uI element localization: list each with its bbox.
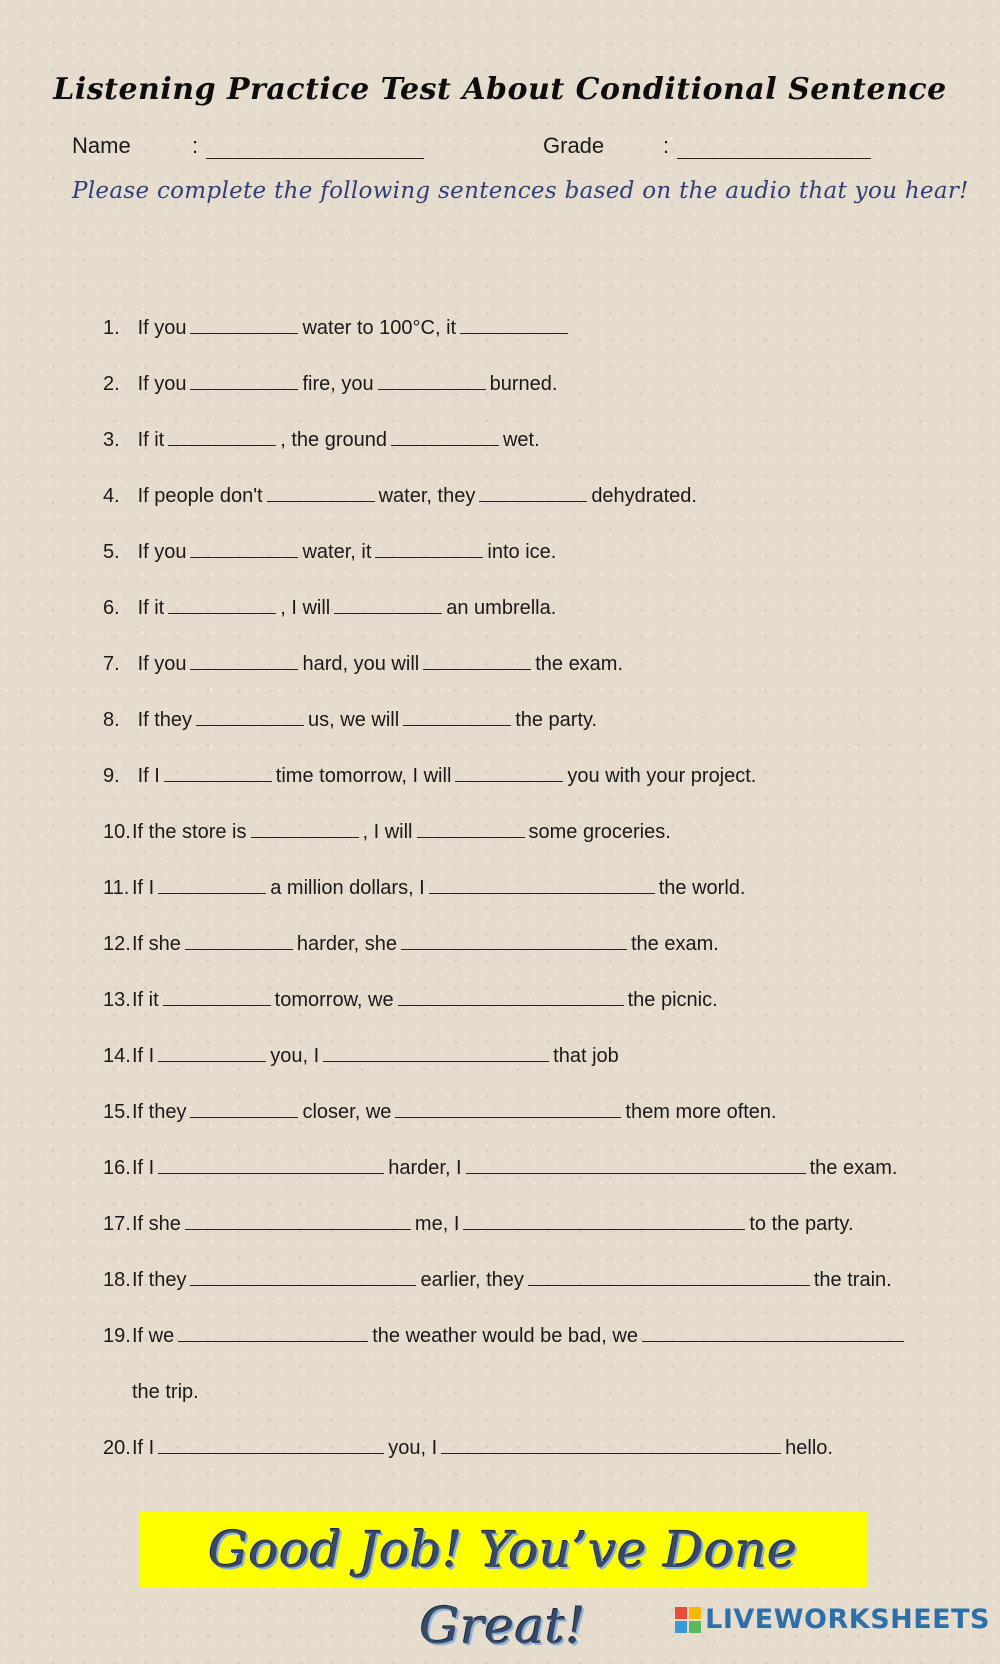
question-text: If I: [137, 765, 160, 787]
question-text: If you: [137, 541, 187, 563]
question-text: the weather would be bad, we: [372, 1325, 638, 1347]
answer-blank[interactable]: [391, 425, 499, 446]
question-text: If people don't: [137, 485, 263, 507]
question-19: [103, 1320, 908, 1376]
question-number: 4.: [103, 485, 120, 507]
question-text: If they: [137, 709, 193, 731]
question-text: you, I: [270, 1045, 320, 1067]
question-number: 6.: [103, 597, 120, 619]
question-text: the exam.: [809, 1157, 898, 1179]
question-text: earlier, they: [420, 1269, 524, 1291]
answer-blank[interactable]: [185, 1209, 411, 1230]
answer-blank[interactable]: [398, 985, 624, 1006]
answer-blank[interactable]: [528, 1265, 810, 1286]
question-text: If they: [132, 1269, 187, 1291]
answer-blank[interactable]: [185, 929, 293, 950]
question-text: the exam.: [631, 933, 719, 955]
answer-blank[interactable]: [466, 1153, 806, 1174]
question-text: them more often.: [625, 1101, 777, 1123]
question-number: 2.: [103, 373, 120, 395]
question-text: the party.: [515, 709, 598, 731]
name-field-row: [72, 133, 424, 159]
question-text: you with your project.: [567, 765, 757, 787]
answer-blank[interactable]: [178, 1321, 368, 1342]
question-13: [103, 984, 908, 1040]
answer-blank[interactable]: [455, 761, 563, 782]
question-text: harder, she: [296, 933, 397, 955]
grade-colon: :: [663, 133, 670, 158]
question-text: the exam.: [535, 653, 624, 675]
question-number: 16.: [103, 1157, 131, 1179]
name-input-line[interactable]: [206, 138, 424, 159]
answer-blank[interactable]: [163, 985, 271, 1006]
answer-blank[interactable]: [401, 929, 627, 950]
question-text: the trip.: [132, 1381, 199, 1403]
answer-blank[interactable]: [158, 873, 266, 894]
question-15: [103, 1096, 908, 1152]
question-text: If I: [132, 1437, 155, 1459]
answer-blank[interactable]: [417, 817, 525, 838]
question-18: [103, 1264, 908, 1320]
question-11: [103, 872, 908, 928]
answer-blank[interactable]: [190, 1265, 416, 1286]
question-text: hard, you will: [302, 653, 420, 675]
question-8: [103, 704, 908, 760]
question-text: , the ground: [280, 429, 387, 451]
question-number: 19.: [103, 1325, 131, 1347]
question-number: 18.: [103, 1269, 131, 1291]
question-text: If you: [137, 373, 187, 395]
question-text: If I: [132, 1045, 155, 1067]
question-text: the world.: [658, 877, 746, 899]
answer-blank[interactable]: [158, 1041, 266, 1062]
question-text: into ice.: [487, 541, 557, 563]
question-text: to the party.: [749, 1213, 854, 1235]
question-17: [103, 1208, 908, 1264]
answer-blank[interactable]: [168, 425, 276, 446]
good-job-banner: Good Job! You’ve Done Great!: [139, 1512, 867, 1588]
question-number: 17.: [103, 1213, 131, 1235]
questions-list: [103, 312, 908, 1488]
question-number: 5.: [103, 541, 120, 563]
question-text: harder, I: [388, 1157, 462, 1179]
question-text: you, I: [388, 1437, 438, 1459]
answer-blank[interactable]: [395, 1097, 621, 1118]
question-number: 10.: [103, 821, 131, 843]
question-text: If it: [132, 989, 159, 1011]
question-text: If they: [132, 1101, 187, 1123]
question-text: If you: [137, 317, 187, 339]
question-text: time tomorrow, I will: [275, 765, 452, 787]
answer-blank[interactable]: [196, 705, 304, 726]
question-number: 8.: [103, 709, 120, 731]
answer-blank[interactable]: [429, 873, 655, 894]
question-text: burned.: [489, 373, 558, 395]
name-label: Name: [72, 133, 131, 158]
name-colon: :: [192, 133, 199, 158]
question-number: 20.: [103, 1437, 131, 1459]
answer-blank[interactable]: [441, 1433, 781, 1454]
question-text: a million dollars, I: [270, 877, 425, 899]
question-number: 7.: [103, 653, 120, 675]
question-number: 12.: [103, 933, 131, 955]
liveworksheets-logo-icon: [675, 1607, 701, 1633]
question-text: hello.: [785, 1437, 833, 1459]
question-text: If it: [137, 597, 165, 619]
question-6: [103, 592, 908, 648]
question-text: the picnic.: [627, 989, 718, 1011]
question-5: [103, 536, 908, 592]
question-text: water, it: [302, 541, 372, 563]
answer-blank[interactable]: [168, 593, 276, 614]
question-text: that job: [553, 1045, 619, 1067]
question-text: If we: [132, 1325, 175, 1347]
grade-label: Grade: [543, 133, 605, 158]
answer-blank[interactable]: [190, 369, 298, 390]
question-3: [103, 424, 908, 480]
question-text: If the store is: [132, 821, 247, 843]
answer-blank[interactable]: [158, 1433, 384, 1454]
answer-blank[interactable]: [423, 649, 531, 670]
question-number: 15.: [103, 1101, 131, 1123]
answer-blank[interactable]: [460, 313, 568, 334]
question-text: If I: [132, 1157, 155, 1179]
question-14: [103, 1040, 908, 1096]
worksheet-title: Listening Practice Test About Conditional Sentence: [53, 72, 947, 107]
question-text: dehydrated.: [591, 485, 697, 507]
question-4: [103, 480, 908, 536]
question-text: If it: [137, 429, 165, 451]
question-text: tomorrow, we: [274, 989, 394, 1011]
answer-blank[interactable]: [323, 1041, 549, 1062]
question-text: water to 100°C, it: [302, 317, 457, 339]
question-text: If I: [132, 877, 155, 899]
question-12: [103, 928, 908, 984]
question-2: [103, 368, 908, 424]
answer-blank[interactable]: [642, 1321, 904, 1342]
answer-blank[interactable]: [375, 537, 483, 558]
question-text: If you: [137, 653, 187, 675]
question-number: 3.: [103, 429, 120, 451]
question-number: 1.: [103, 317, 120, 339]
question-text: the train.: [813, 1269, 892, 1291]
question-number: 9.: [103, 765, 120, 787]
question-text: wet.: [502, 429, 540, 451]
question-text: fire, you: [302, 373, 374, 395]
answer-blank[interactable]: [251, 817, 359, 838]
answer-blank[interactable]: [403, 705, 511, 726]
question-1: [103, 312, 908, 368]
answer-blank[interactable]: [334, 593, 442, 614]
grade-field-row: [543, 133, 871, 159]
answer-blank[interactable]: [190, 649, 298, 670]
question-9: [103, 760, 908, 816]
answer-blank[interactable]: [158, 1153, 384, 1174]
answer-blank[interactable]: [190, 1097, 298, 1118]
question-10: [103, 816, 908, 872]
logo-text: LIVEWORKSHEETS: [705, 1604, 990, 1635]
question-19-continuation: [103, 1376, 908, 1432]
question-text: an umbrella.: [446, 597, 557, 619]
question-number: 13.: [103, 989, 131, 1011]
question-text: water, they: [378, 485, 476, 507]
answer-blank[interactable]: [190, 313, 298, 334]
question-7: [103, 648, 908, 704]
question-text: , I will: [362, 821, 413, 843]
answer-blank[interactable]: [190, 537, 298, 558]
question-text: If she: [132, 933, 181, 955]
answer-blank[interactable]: [479, 481, 587, 502]
question-text: If she: [132, 1213, 181, 1235]
question-text: , I will: [280, 597, 331, 619]
question-number: 11.: [103, 877, 130, 899]
question-16: [103, 1152, 908, 1208]
question-20: [103, 1432, 908, 1488]
instruction-text: Please complete the following sentences based on the audio that you hear!: [72, 178, 969, 204]
question-text: closer, we: [302, 1101, 392, 1123]
liveworksheets-logo: [675, 1604, 990, 1635]
answer-blank[interactable]: [378, 369, 486, 390]
question-text: some groceries.: [528, 821, 671, 843]
answer-blank[interactable]: [463, 1209, 745, 1230]
answer-blank[interactable]: [164, 761, 272, 782]
question-number: 14.: [103, 1045, 131, 1067]
question-text: us, we will: [308, 709, 400, 731]
answer-blank[interactable]: [267, 481, 375, 502]
question-text: me, I: [414, 1213, 460, 1235]
grade-input-line[interactable]: [677, 138, 871, 159]
